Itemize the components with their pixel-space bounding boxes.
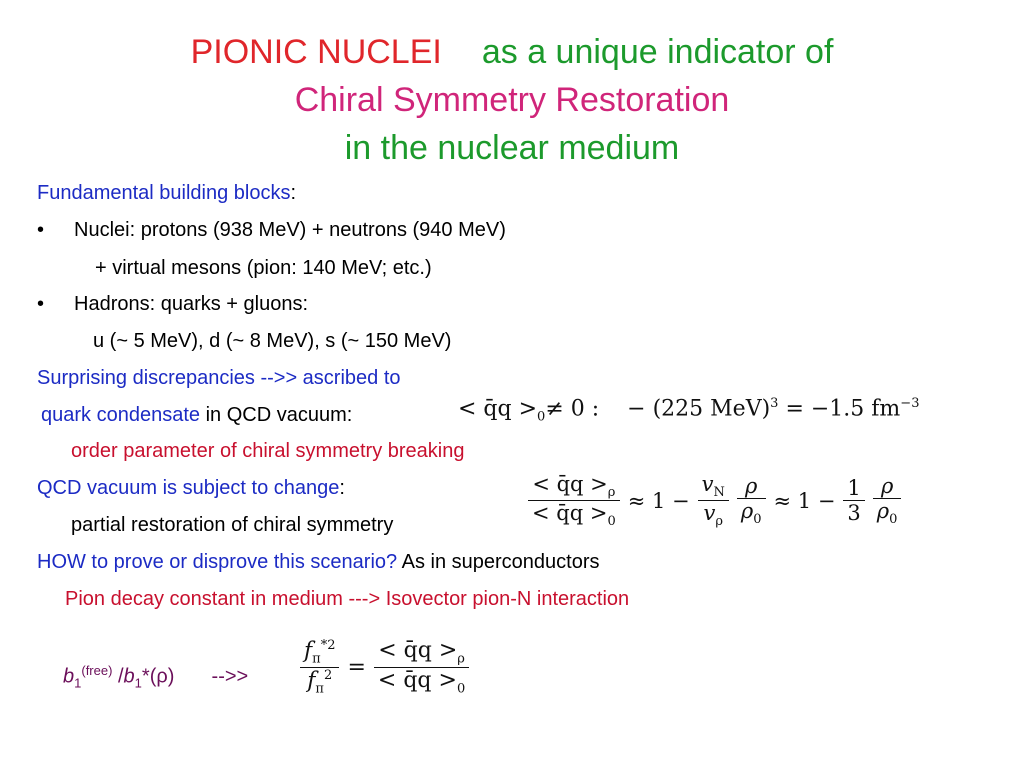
qcd-subject-line [37,476,345,500]
b1-star: *( [141,665,157,688]
eq3-den2-sub: 0 [456,681,466,697]
nuclei-text: Nuclei: protons (938 MeV) + neutrons (940 MeV) [74,219,506,241]
b1-sub: 1 [74,675,82,691]
fundamental-colon: : [290,182,297,204]
pion-decay-text: Pion decay constant in medium ---> Isovector pion-N interaction [65,588,630,610]
title-indicator: as a unique indicator of [481,33,834,71]
eq2-den1-sub: 0 [607,514,616,530]
eq1-lhs-sub: 0 [537,409,546,425]
title-pionic-nuclei: PIONIC NUCLEI [190,33,442,71]
eq3-den-sup: 2 [323,667,333,683]
title-line-1 [0,32,1024,72]
fundamental-label: Fundamental building blocks [37,182,291,204]
eq2-den5-sub: 0 [889,512,898,528]
eq3-num2-sub: ρ [457,651,465,667]
eq2-num1: < q̄q > [532,472,608,496]
hadrons-text: Hadrons: quarks + gluons: [74,293,309,315]
how-to-prove-label: HOW to prove or disprove this scenario? [37,551,398,573]
bullet-marker: • [37,219,45,241]
eq2-approx2: ≈ 1 − [773,488,836,513]
eq3-den: f [307,668,316,694]
quark-masses-text: u (~ 5 MeV), d (~ 8 MeV), s (~ 150 MeV) [93,330,452,352]
eq2-frac-condensate [528,472,620,529]
eq3-den-sub: π [315,681,324,697]
b1-close: ) [167,665,175,688]
eq2-num4: 1 [843,476,864,501]
equation-pion-decay [300,638,477,696]
bullet-marker: • [37,293,45,315]
surprising-text: Surprising discrepancies -->> ascribed to [37,367,401,389]
qcd-subject-colon: : [339,477,345,499]
eq2-frac-velocity [698,472,729,529]
b1-star-sub: 1 [134,675,142,691]
eq3-frac-decay [300,638,339,696]
eq2-num2-sub: N [713,485,725,501]
bullet-nuclei [37,218,506,242]
equation-condensate [458,396,919,425]
quark-condensate-line [41,403,352,427]
bullet-hadrons [37,292,309,316]
order-parameter-text: order parameter of chiral symmetry breaking [71,440,465,462]
eq1-lhs: < q̄q > [458,396,538,422]
eq3-den2: < q̄q > [377,667,457,693]
fundamental-heading [37,181,296,205]
eq2-num1-sub: ρ [607,485,616,501]
quark-condensate-label: quark condensate [41,404,201,426]
partial-restoration-text: partial restoration of chiral symmetry [71,514,394,536]
eq3-num-sub: π [312,651,321,667]
eq2-den2-sub: ρ [715,514,724,530]
eq2-num5: ρ [880,474,894,499]
eq3-frac-condensate [374,638,469,696]
equation-restoration [528,472,909,529]
eq2-num3: ρ [745,474,758,499]
eq3-equals: = [347,654,366,680]
b1-symbol: b [63,665,75,688]
eq2-den3-sub: 0 [753,512,762,528]
eq3-num-sup: *2 [320,638,336,653]
qcd-vacuum-text: in QCD vacuum: [200,404,353,426]
eq2-den2: v [703,501,716,526]
how-to-prove-line [37,550,600,574]
superconductors-text: As in superconductors [397,551,600,573]
eq2-frac-density2 [873,474,902,527]
title-line-2: Chiral Symmetry Restoration [294,81,730,119]
title-line-3: in the nuclear medium [344,129,680,167]
b1-free-sup: (free) [81,663,113,678]
eq2-approx1: ≈ 1 − [627,488,690,513]
b1-ratio-line [63,659,248,696]
eq2-den5: ρ [876,499,890,524]
eq3-num: f [304,638,313,664]
qcd-subject-label: QCD vacuum is subject to change [37,477,340,499]
eq2-frac-third [843,476,864,525]
eq2-den1: < q̄q > [532,501,608,526]
eq1-rhs-sup: 3 [770,396,779,411]
eq3-num2: < q̄q > [378,638,458,664]
b1-arrow: -->> [211,665,249,688]
b1-star-symbol: b [123,665,135,688]
eq2-den4: 3 [847,501,861,526]
eq1-rhs: − (225 MeV) [627,396,771,422]
b1-slash: / [112,665,124,688]
eq1-ne: ≠ 0 : [545,396,600,422]
eq1-result: = −1.5 fm [778,396,901,422]
eq2-num2: v [701,472,714,496]
eq1-result-sup: −3 [900,396,920,411]
eq2-den3: ρ [740,499,754,524]
b1-rho: ρ [156,665,168,688]
eq2-frac-density [737,474,766,527]
virtual-mesons-text: + virtual mesons (pion: 140 MeV; etc.) [95,257,432,279]
